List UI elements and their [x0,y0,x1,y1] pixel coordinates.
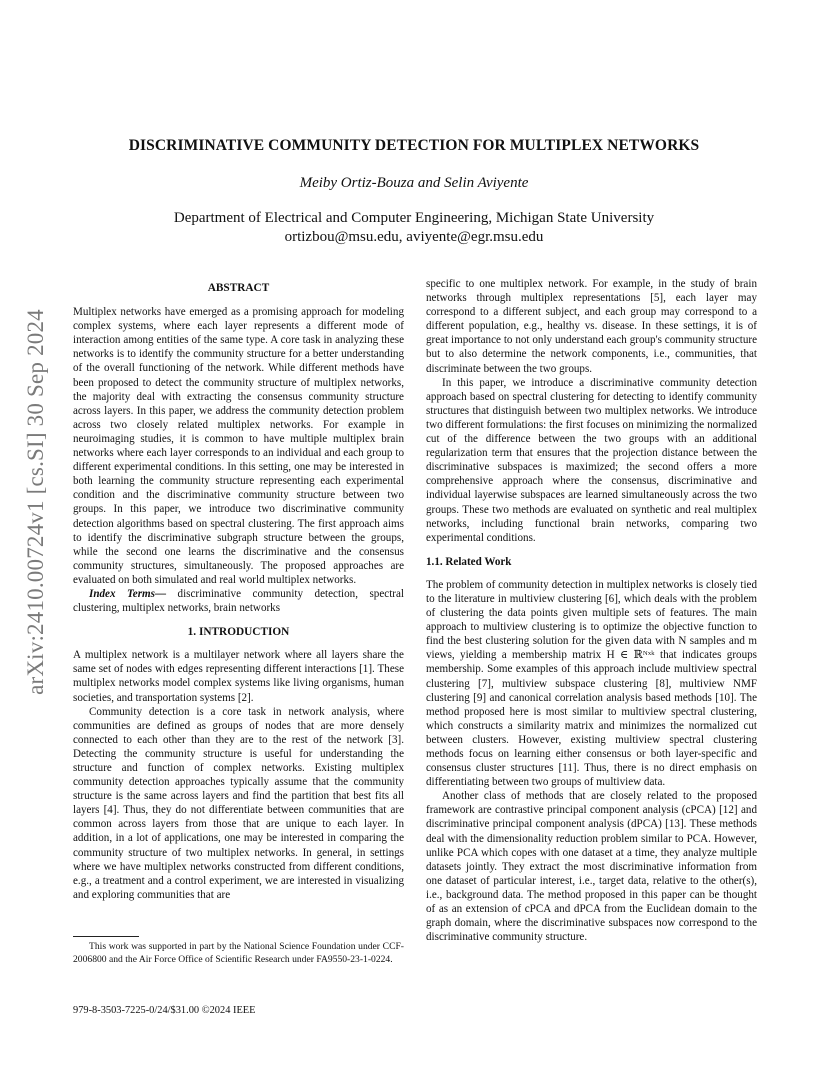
related-work-paragraph-2: Another class of methods that are closely related to the proposed framework are contrastive principal component analysis (cPCA) [12] and discriminative principal component analysis (dPCA) [13]. These methods deal with the dimensionality reduction problem similar to PCA. However, unlike PCA which copes with one dataset at a time, they analyze multiple datasets jointly. They extract the most discriminative information from one dataset of particular interest, i.e., target data, relative to the other(s), i.e., background data. The method proposed in this paper can be thought of as an extension of cPCA and dPCA from the Euclidean domain to the graph domain, where the discriminative subspaces now correspond to the discriminative community structure. [426,790,757,944]
right-column [426,277,757,944]
arxiv-stamp [22,298,50,706]
abstract-text: Multiplex networks have emerged as a promising approach for modeling complex systems, where each layer represents a different mode of interaction among entities of the same type. A core task in analyzing these networks is to identify the community structure for a better understanding of the overall functioning of the network. While different methods have been proposed to detect the community structure of multiplex networks, the majority deal with extracting the consensus community structure across layers. In this paper, we address the community detection problem across two closely related multiplex networks. For example in neuroimaging studies, it is common to have multiple multiplex brain networks where each layer corresponds to an individual and each group to different experimental conditions. In this setting, one may be interested in both learning the community structure representing each experimental condition and the discriminative community structure between two groups. In this paper, we introduce two discriminative community detection algorithms based on spectral clustering. The first approach aims to identify the discriminative subgraph structure between the groups, while the second one learns the discriminative and the consensus community structures, simultaneously. The proposed approaches are evaluated on both simulated and real world multiplex networks. [73,306,404,586]
abstract-heading: ABSTRACT [207,282,270,294]
funding-footnote: This work was supported in part by the National Science Foundation under CCF-2006800 and the Air Force Office of Scientific Research under FA9550-23-1-0224. [73,941,404,965]
author-emails: ortizbou@msu.edu, aviyente@egr.msu.edu [284,229,544,245]
paper-authors: Meiby Ortiz-Bouza and Selin Aviyente [299,175,529,191]
paper-title: DISCRIMINATIVE COMMUNITY DETECTION FOR MULTIPLEX NETWORKS [128,137,700,154]
arxiv-identifier: arXiv:2410.00724v1 [cs.SI] 30 Sep 2024 [23,309,49,695]
introduction-heading: 1. INTRODUCTION [187,626,290,639]
intro-paragraph-3: In this paper, we introduce a discriminative community detection approach based on spectral clustering for detecting to identify community structures that distinguish between two multiplex networks. We introduce two different formulations: the first focuses on minimizing the normalized cut of the difference between the two groups with an additional regularization term that ensures that the projection distance between the discriminative subspaces is maximized; the second offers a more comprehensive approach where the consensus, discriminative and individual layerwise subspaces are learned simultaneously across the two groups. These two methods are evaluated on synthetic and real multiplex networks, including functional brain networks, comparing two experimental conditions. [426,376,757,544]
related-work-paragraph-1: The problem of community detection in multiplex networks is closely tied to the literature in multiview clustering [6], which deals with the problem of clustering the data points given multiple sets of features. The main approach to multiview clustering is to optimize the objective function to find the best clustering solution for the given data with N samples and m views, yielding a membership matrix H ∈ ℝᴺˣᵏ that indicates groups membership. Some examples of this approach include multiview spectral clustering [7], multiview subspace clustering [8], multiview NMF clustering [9] and canonical correlation analysis based methods [10]. The method proposed here is most similar to multiview spectral clustering, which constructs a similarity matrix and minimizes the normalized cut between clusters. However, existing multiview spectral clustering methods focus on learning either consensus or both layer-specific and consensus cluster structures [11]. Thus, there is no direct emphasis on differentiating between two groups of multiview data. [426,578,757,789]
related-work-heading: 1.1. Related Work [426,555,512,568]
author-affiliation-block [60,209,768,247]
index-terms-text: discriminative community detection, spectral clustering, multiplex networks, brain networks [73,587,404,615]
affiliation: Department of Electrical and Computer Engineering, Michigan State University [173,210,655,226]
footnote-rule [73,936,139,937]
intro-paragraph-2: Community detection is a core task in network analysis, where communities are defined as groups of nodes that are more densely connected to each other than they are to the rest of the network [3]. Detecting the community structure is useful for understanding the structure and function of complex networks. Existing multiplex community detection approaches typically assume that the community structure is the same across layers and find the partition that best fits all layers [4]. Thus, they do not differentiate between communities that are common across layers from those that are unique to each layer. In addition, in a lot of applications, one may be interested in comparing the community structure of two multiplex networks. In general, in settings where we have multiplex networks constructed from different conditions, e.g., a treatment and a control experiment, we are interested in visualizing and exploring communities that are [73,705,404,901]
intro-paragraph-2-continued: specific to one multiplex network. For example, in the study of brain networks through multiplex representations [5], each layer may correspond to a different subject, and each group may correspond to a different population, e.g., healthy vs. disease. In these settings, it is of great importance to not only understand each group's community structure but to also determine the network components, i.e., communities, that discriminate between the two groups. [426,278,757,375]
intro-paragraph-1: A multiplex network is a multilayer network where all layers share the same set of nodes with edges representing different interactions [1]. These multiplex networks model complex systems like living organisms, human societies, and transportation systems [2]. [73,649,404,704]
left-column [73,281,404,902]
index-terms [73,587,404,615]
index-terms-label: Index Terms— [89,587,167,600]
copyright-line: 979-8-3503-7225-0/24/$31.00 ©2024 IEEE [73,1005,256,1016]
